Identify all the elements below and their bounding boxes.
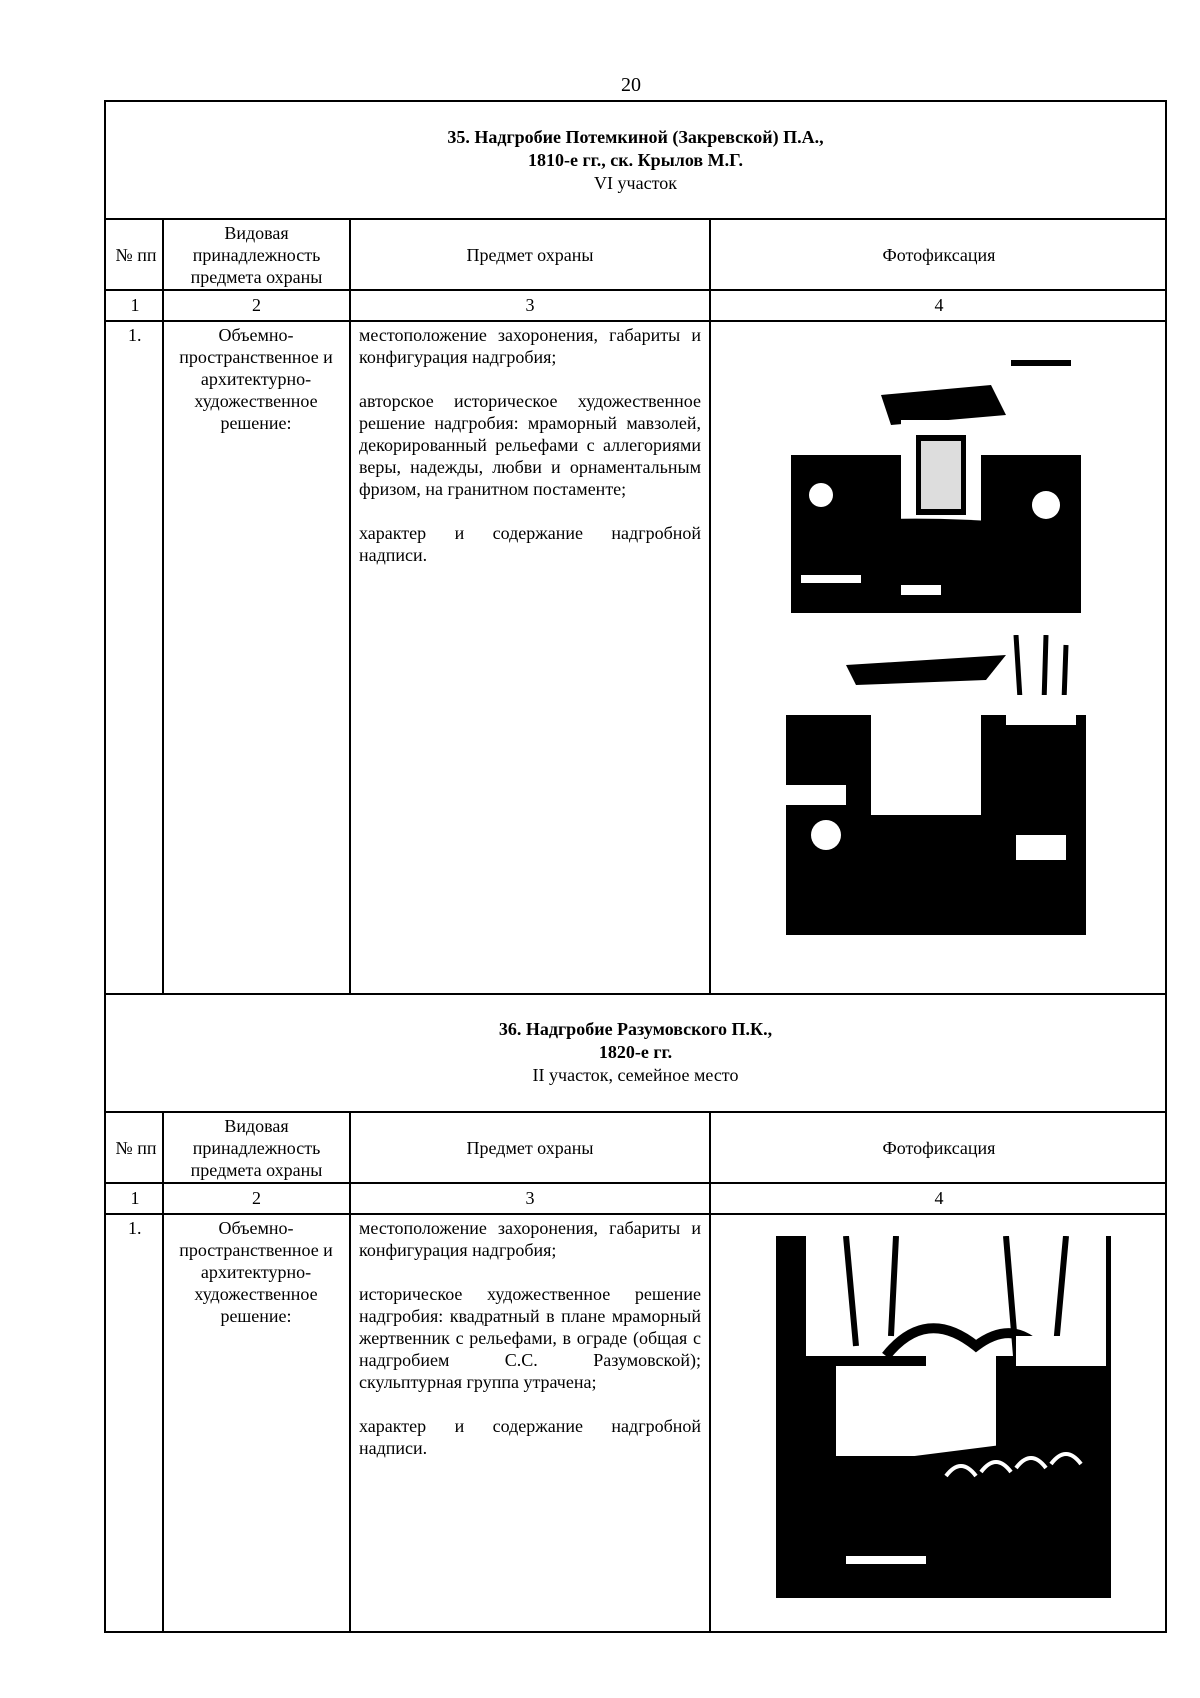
row-subject xyxy=(359,324,701,588)
col-number-3: 3 xyxy=(525,1188,535,1208)
header-num: № пп xyxy=(115,1137,157,1158)
section-title xyxy=(106,126,1165,195)
row-subject xyxy=(359,1217,701,1481)
title-line-2: 1820-е гг. xyxy=(598,1042,673,1062)
col-number-4: 4 xyxy=(934,1188,944,1208)
row-type: Объемно-пространственное и архитектурно-художественное решение: xyxy=(179,1218,333,1326)
header-photo: Фотофиксация xyxy=(882,1137,996,1158)
photo-mausoleum-side xyxy=(786,635,1086,935)
subject-paragraph-3: характер и содержание надгробной надписи. xyxy=(359,1416,701,1458)
header-subject: Предмет охраны xyxy=(466,1137,594,1158)
subject-paragraph-3: характер и содержание надгробной надписи. xyxy=(359,523,701,565)
header-type: Видовая принадлежность предмета охраны xyxy=(190,1115,323,1180)
row-num: 1. xyxy=(128,325,142,345)
section-subtitle: II участок, семейное место xyxy=(532,1065,739,1085)
photo-mausoleum-front xyxy=(791,345,1081,613)
header-photo: Фотофиксация xyxy=(882,244,996,265)
col-number-4: 4 xyxy=(934,295,944,315)
photo-memorial-fence xyxy=(776,1236,1111,1598)
title-line-1: 36. Надгробие Разумовского П.К., xyxy=(498,1019,773,1039)
col-number-2: 2 xyxy=(252,295,261,315)
col-number-3: 3 xyxy=(525,295,535,315)
header-subject: Предмет охраны xyxy=(466,244,594,265)
subject-paragraph-2: авторское историческое художественное решение надгробия: мраморный мавзолей, декорированный рельефами с аллегориями веры, надежды, любви и орнаментальным фризом, на гранитном постаменте; xyxy=(359,391,701,499)
page-number: 20 xyxy=(621,74,641,96)
title-line-1: 35. Надгробие Потемкиной (Закревской) П.А., xyxy=(447,127,824,147)
section-35 xyxy=(104,100,1167,995)
section-36 xyxy=(104,993,1167,1633)
col-number-1: 1 xyxy=(130,1188,140,1208)
row-num: 1. xyxy=(128,1218,142,1238)
section-subtitle: VI участок xyxy=(594,173,677,193)
col-number-1: 1 xyxy=(130,295,140,315)
title-line-2: 1810-е гг., ск. Крылов М.Г. xyxy=(527,150,744,170)
section-title xyxy=(106,1018,1165,1087)
subject-paragraph-2: историческое художественное решение надгробия: квадратный в плане мраморный жертвенник с рельефами, в ограде (общая с надгробием С.С. Разумовской); скульптурная группа утрачена; xyxy=(359,1284,701,1392)
col-number-2: 2 xyxy=(252,1188,261,1208)
row-type: Объемно-пространственное и архитектурно-художественное решение: xyxy=(179,325,333,433)
header-type: Видовая принадлежность предмета охраны xyxy=(190,222,323,287)
header-num: № пп xyxy=(115,244,157,265)
subject-paragraph-1: местоположение захоронения, габариты и конфигурация надгробия; xyxy=(359,1218,701,1260)
subject-paragraph-1: местоположение захоронения, габариты и конфигурация надгробия; xyxy=(359,325,701,367)
